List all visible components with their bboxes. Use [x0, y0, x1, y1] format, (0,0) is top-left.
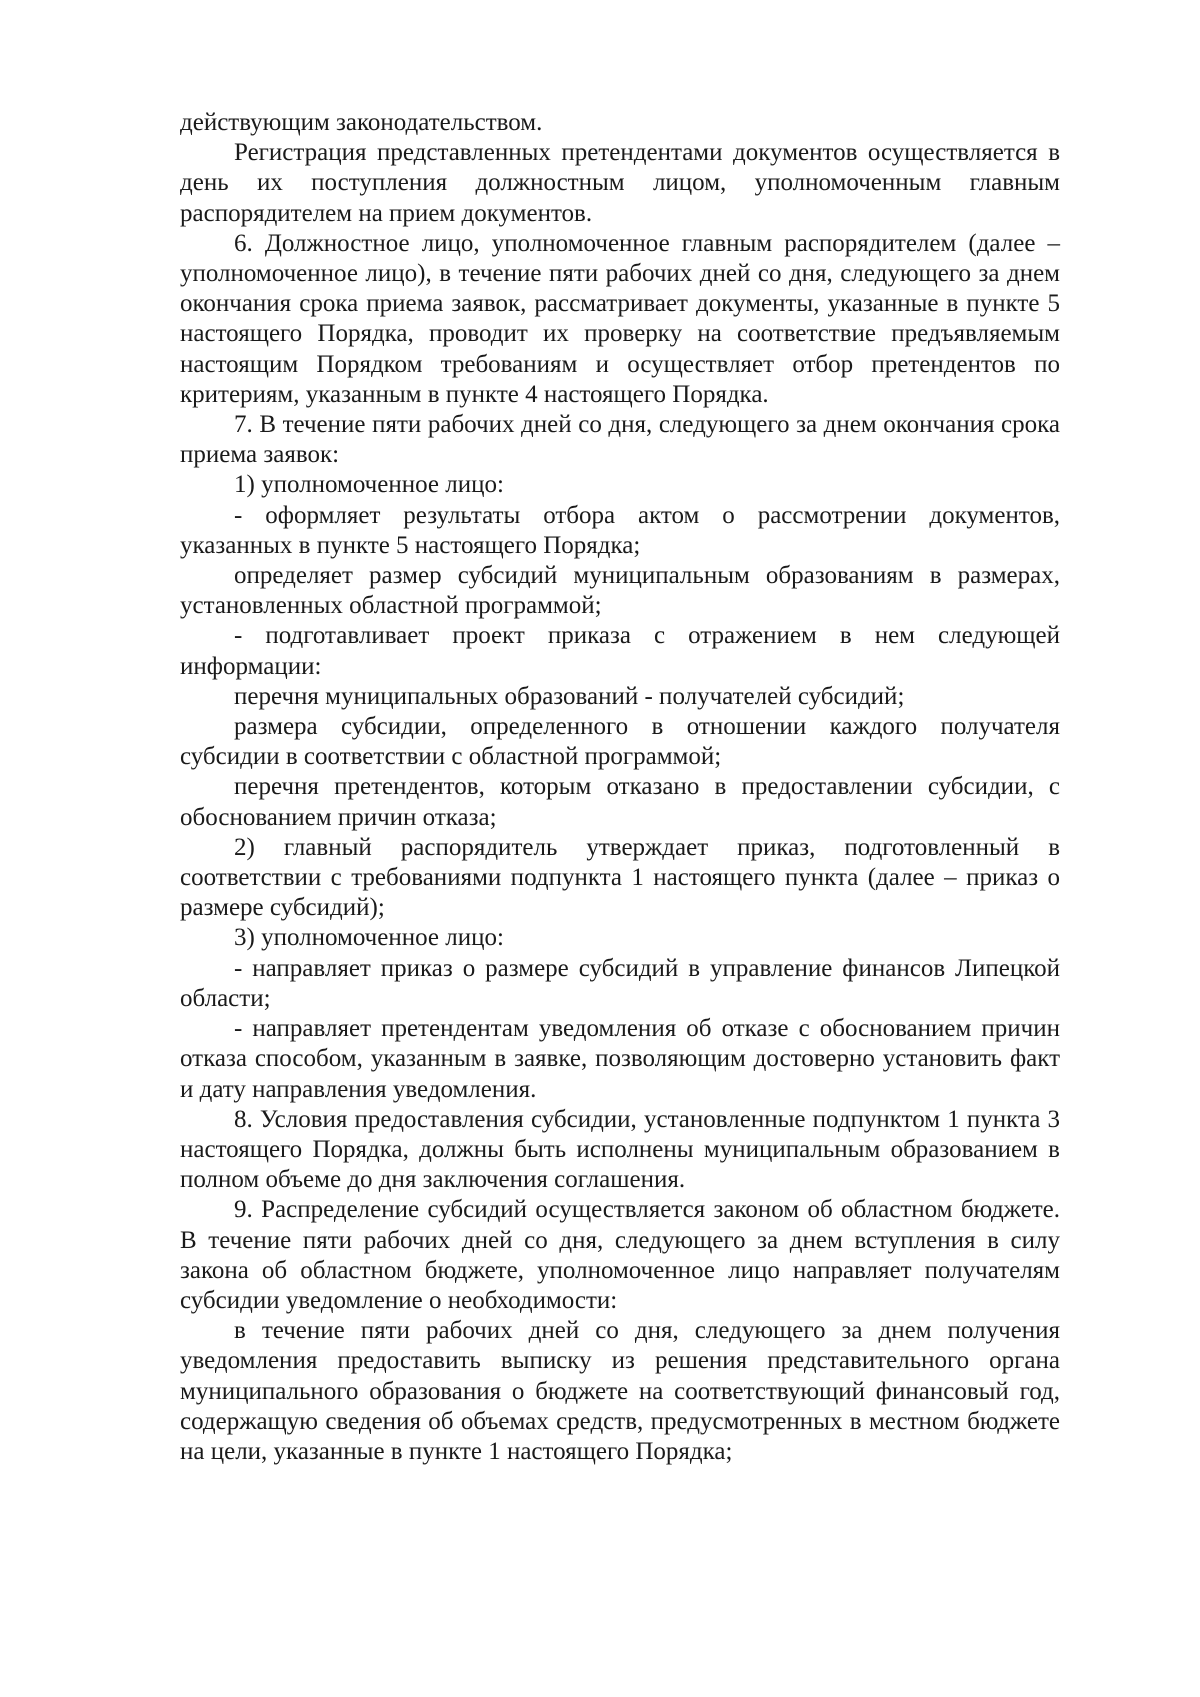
- paragraph-9: перечня муниципальных образований - получателей субсидий;: [234, 682, 905, 710]
- paragraph-5: 1) уполномоченное лицо:: [234, 471, 504, 499]
- document-page: [180, 108, 1060, 1467]
- paragraph-3: 6. Должностное лицо, уполномоченное главным распорядителем (далее – уполномоченное лицо), в течение пяти рабочих дней со дня, следующего за днем окончания срока приема заявок, рассматривает документы, указанные в пункте 5 настоящего Порядка, проводит их проверку на соответствие предъявляемым настоящим Порядком требованиям и осуществляет отбор претендентов по критериям, указанным в пункте 4 настоящего Порядка.: [180, 229, 1060, 408]
- paragraph-7: определяет размер субсидий муниципальным образованиям в размерах, установленных областной программой;: [180, 562, 1060, 620]
- paragraph-18: в течение пяти рабочих дней со дня, следующего за днем получения уведомления предоставить выписку из решения представительного органа муниципального образования о бюджете на соответствующий финансовый год, содержащую сведения об объемах средств, предусмотренных в местном бюджете на цели, указанные в пункте 1 настоящего Порядка;: [180, 1317, 1060, 1465]
- paragraph-12: 2) главный распорядитель утверждает приказ, подготовленный в соответствии с требованиями подпункта 1 настоящего пункта (далее – приказ о размере субсидий);: [180, 833, 1060, 922]
- paragraph-10: размера субсидии, определенного в отношении каждого получателя субсидии в соответствии с областной программой;: [180, 713, 1060, 771]
- paragraph-11: перечня претендентов, которым отказано в предоставлении субсидии, с обоснованием причин отказа;: [180, 773, 1060, 831]
- paragraph-1: действующим законодательством.: [180, 109, 543, 136]
- paragraph-6: - оформляет результаты отбора актом о рассмотрении документов, указанных в пункте 5 настоящего Порядка;: [180, 501, 1060, 559]
- paragraph-14: - направляет приказ о размере субсидий в управление финансов Липецкой области;: [180, 954, 1060, 1012]
- paragraph-13: 3) уполномоченное лицо:: [234, 924, 504, 952]
- paragraph-15: - направляет претендентам уведомления об отказе с обоснованием причин отказа способом, указанным в заявке, позволяющим достоверно установить факт и дату направления уведомления.: [180, 1015, 1060, 1103]
- paragraph-8: - подготавливает проект приказа с отражением в нем следующей информации:: [180, 622, 1060, 680]
- paragraph-2: Регистрация представленных претендентами документов осуществляется в день их поступления должностным лицом, уполномоченным главным распорядителем на прием документов.: [180, 139, 1060, 227]
- paragraph-4: 7. В течение пяти рабочих дней со дня, следующего за днем окончания срока приема заявок:: [180, 411, 1060, 469]
- paragraph-17: 9. Распределение субсидий осуществляется законом об областном бюджете. В течение пяти рабочих дней со дня, следующего за днем вступления в силу закона об областном бюджете, уполномоченное лицо направляет получателям субсидии уведомление о необходимости:: [180, 1196, 1060, 1314]
- paragraph-16: 8. Условия предоставления субсидии, установленные подпунктом 1 пункта 3 настоящего Порядка, должны быть исполнены муниципальным образованием в полном объеме до дня заключения соглашения.: [180, 1105, 1060, 1194]
